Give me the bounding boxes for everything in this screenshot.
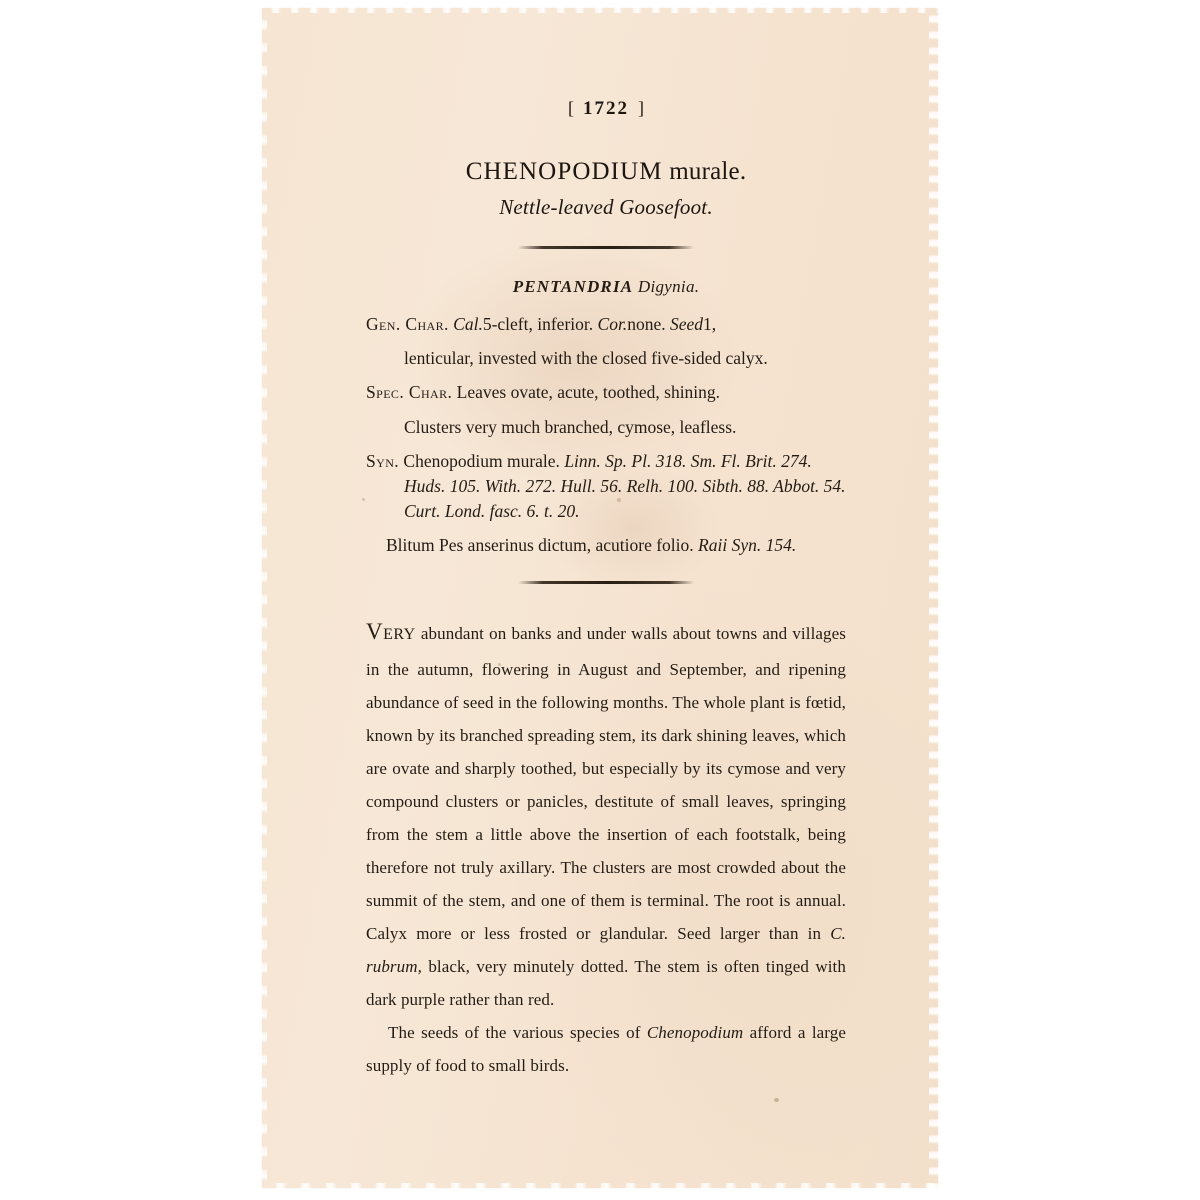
gen-cor: Cor.	[597, 314, 628, 334]
genus-name: CHENOPODIUM	[465, 158, 663, 185]
gen-seed: Seed	[669, 314, 704, 334]
page-number	[366, 98, 846, 120]
synonymy-name: Chenopodium murale.	[403, 450, 560, 471]
description-paragraph-1	[366, 610, 846, 1017]
description-paragraph-2-b: afford a large supply of food to small birds.	[366, 1022, 846, 1075]
specific-character-line2: Clusters very much branched, cymose, leafless.	[404, 416, 737, 437]
foxing-speck	[774, 1098, 779, 1102]
linnaean-class: PENTANDRIA	[512, 277, 634, 296]
page-number-value: 1722	[583, 98, 629, 119]
gen-cor-text: none.	[627, 314, 666, 334]
gen-seed-count: 1,	[703, 314, 717, 334]
description-paragraph-1-text: abundant on banks and under walls about towns and villages in the autumn, flowering in August and September, and ripening abundance of seed in the following months. The whole plant is fœtid, known by its branched spreading stem, its dark shining leaves, which are ovate and sharply toothed, but especially by its cymose and very compound clusters or panicles, destitute of small leaves, springing from the stem a little above the insertion of each footstalk, being therefore not truly axillary. The clusters are most crowded about the summit of the stem, and one of them is terminal. The root is annual. Calyx more or less frosted or glandular. Seed larger than in	[366, 623, 847, 943]
description-paragraph-1-cont: black, very minutely dotted. The stem is often tinged with dark purple rather than red.	[366, 956, 846, 1009]
generic-character-block	[366, 312, 846, 337]
gen-cal-text: 5-cleft, inferior.	[482, 314, 594, 334]
generic-character-label: Gen. Char.	[366, 314, 449, 334]
description-paragraph-2-a: The seeds of the various species of	[388, 1022, 647, 1042]
generic-character-line2: lenticular, invested with the closed five-sided calyx.	[404, 348, 768, 369]
synonymy-secondary-reference: Raii Syn. 154.	[698, 535, 797, 556]
description-paragraph-2	[366, 1017, 846, 1083]
specific-character-label: Spec. Char.	[366, 382, 453, 403]
species-title	[366, 158, 846, 186]
description-italic-ref: C. rubrum,	[366, 923, 846, 976]
synonymy-references: Linn. Sp. Pl. 318. Sm. Fl. Brit. 274. Huds. 105. With. 272. Hull. 56. Relh. 100. Sibth. 88. Abbot. 54. Curt. Lond. fasc. 6. t. 20.	[404, 450, 846, 522]
synonymy-label: Syn.	[366, 450, 400, 471]
synonymy-secondary-name: Blitum Pes anserinus dictum, acutiore folio.	[386, 535, 694, 556]
paper-edge-bottom	[262, 1183, 938, 1191]
specific-character-block	[366, 380, 846, 405]
document-content	[366, 98, 846, 1083]
classification-line	[366, 277, 846, 297]
specific-character-line1: Leaves ovate, acute, toothed, shining.	[456, 382, 721, 403]
description-paragraph-2-italic: Chenopodium	[646, 1022, 744, 1042]
common-name: Nettle-leaved Goosefoot.	[499, 195, 713, 219]
bracket-open: [	[568, 98, 574, 118]
synonymy-block	[366, 449, 846, 525]
paper-edge-top	[262, 5, 938, 13]
paper-edge-left	[258, 8, 267, 1188]
foxing-speck	[362, 498, 365, 501]
description-body	[366, 610, 846, 1083]
bracket-close: ]	[638, 98, 644, 118]
species-epithet: murale.	[669, 158, 747, 185]
paper-edge-right	[929, 8, 943, 1188]
paper-leaf	[262, 8, 938, 1188]
synonymy-block-secondary	[366, 533, 846, 558]
divider-rule-bottom	[518, 581, 694, 584]
divider-rule-top	[518, 246, 694, 249]
gen-cal: Cal.	[453, 314, 483, 334]
linnaean-order: Digynia.	[637, 277, 700, 296]
opening-word: Very	[366, 618, 416, 644]
